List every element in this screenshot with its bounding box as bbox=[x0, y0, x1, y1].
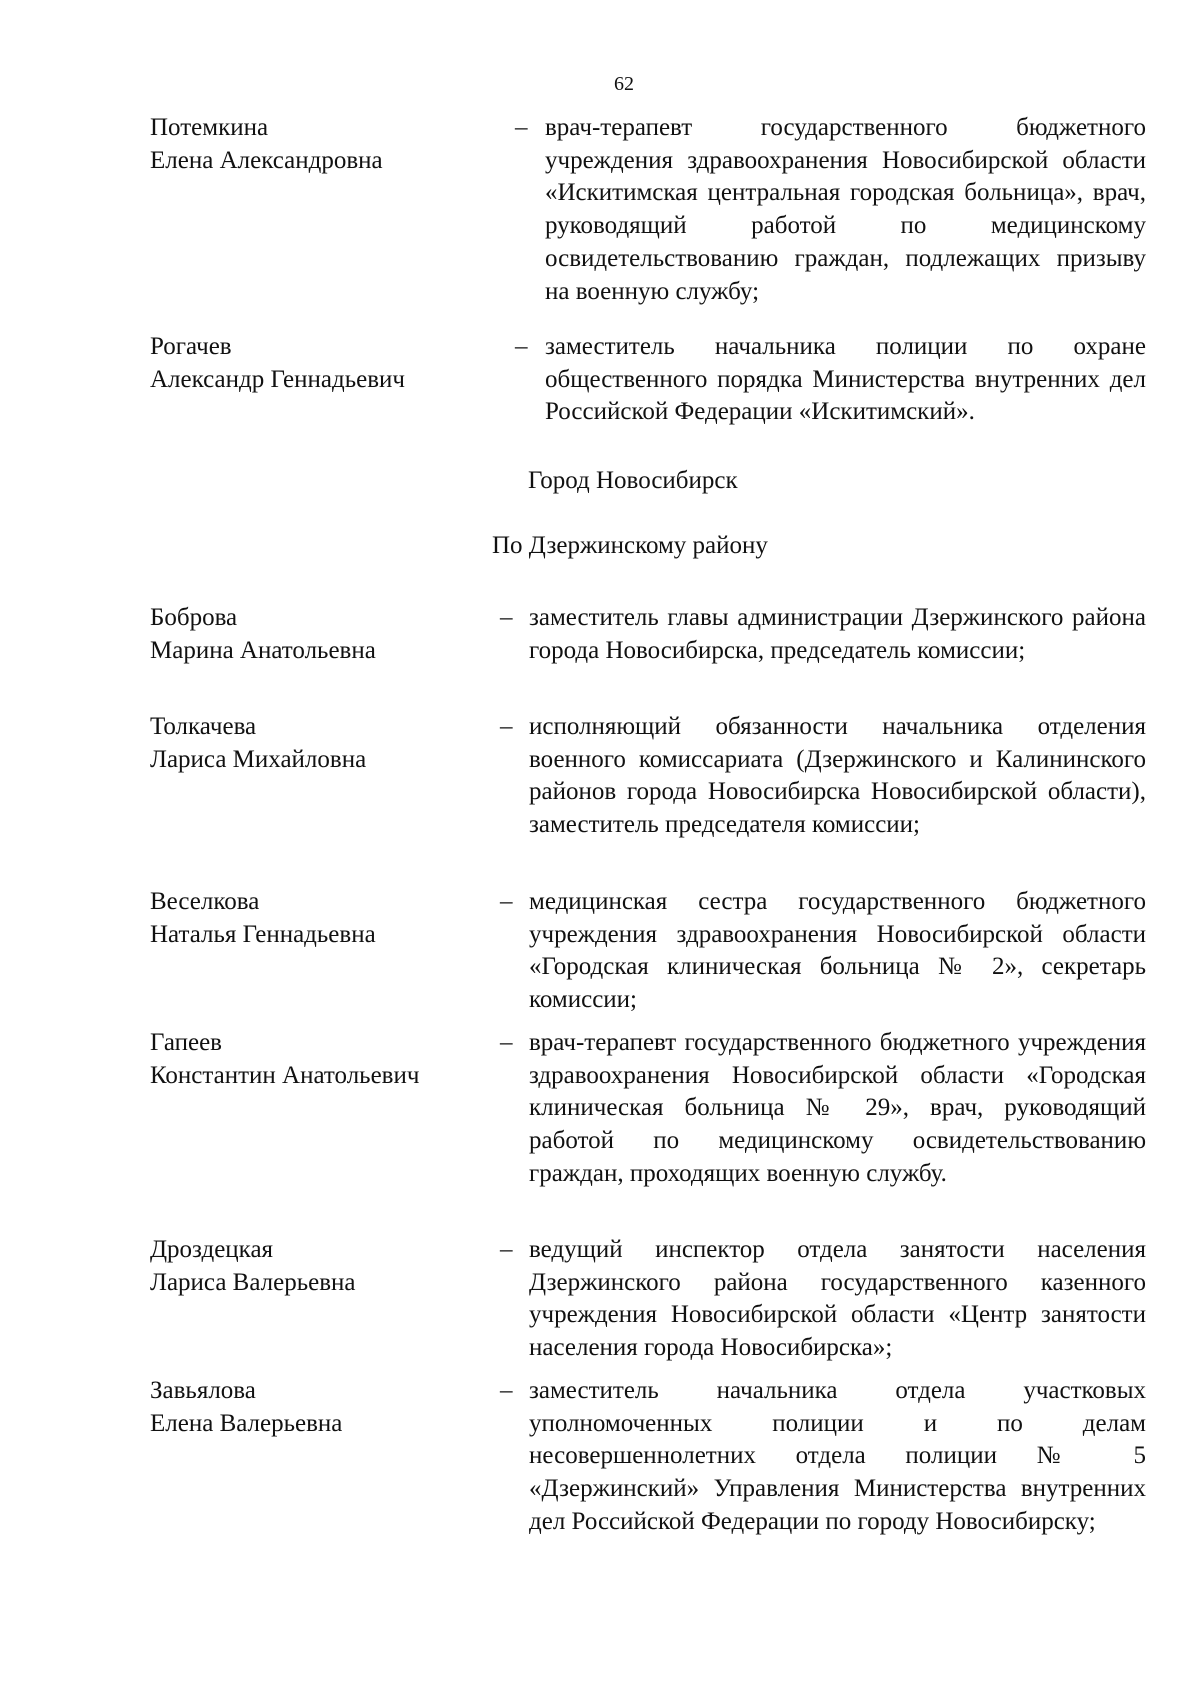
member-position: заместитель начальника полиции по охране общественного порядка Министерства внутренних дел Российской Федерации «Искитимский». bbox=[545, 333, 1146, 426]
member-surname: Рогачев bbox=[150, 333, 232, 360]
member-position: врач-терапевт государственного бюджетного учреждения здравоохранения Новосибирской области «Городская клиническая больница № 29», врач, руководящий работой по медицинскому освидетельствованию граждан, проходящих военную службу. bbox=[529, 1029, 1146, 1187]
member-position: медицинская сестра государственного бюджетного учреждения здравоохранения Новосибирской области «Городская клиническая больница № 2», секретарь комиссии; bbox=[529, 888, 1146, 1014]
entry-dash: – bbox=[500, 1029, 513, 1056]
member-surname: Толкачева bbox=[150, 713, 257, 740]
member-name bbox=[150, 112, 480, 177]
member-name bbox=[150, 1027, 480, 1092]
member-surname: Боброва bbox=[150, 604, 238, 631]
member-position: врач-терапевт государственного бюджетного учреждения здравоохранения Новосибирской области «Искитимская центральная городская больница», врач, руководящий работой по медицинскому освидетельствованию граждан, подлежащих призыву на военную службу; bbox=[545, 114, 1146, 305]
member-given-names: Елена Валерьевна bbox=[150, 1409, 343, 1437]
member-surname: Потемкина bbox=[150, 114, 269, 141]
member-given-names: Елена Александровна bbox=[150, 146, 383, 174]
page-number: 62 bbox=[614, 73, 634, 95]
member-position: исполняющий обязанности начальника отделения военного комиссариата (Дзержинского и Калининского районов города Новосибирска Новосибирской области), заместитель председателя комиссии; bbox=[529, 713, 1146, 839]
member-surname: Веселкова bbox=[150, 888, 260, 915]
member-given-names: Александр Геннадьевич bbox=[150, 365, 405, 393]
entry-dash: – bbox=[500, 1236, 513, 1263]
member-position: заместитель главы администрации Дзержинского района города Новосибирска, председатель комиссии; bbox=[529, 604, 1146, 664]
city-heading: Город Новосибирск bbox=[528, 467, 738, 494]
entry-dash: – bbox=[515, 333, 528, 360]
entry-dash: – bbox=[500, 713, 513, 740]
member-position: ведущий инспектор отдела занятости населения Дзержинского района государственного казенного учреждения Новосибирской области «Центр занятости населения города Новосибирска»; bbox=[529, 1236, 1146, 1362]
member-name bbox=[150, 1375, 480, 1440]
member-name bbox=[150, 886, 480, 951]
member-name bbox=[150, 602, 480, 667]
member-position: заместитель начальника отдела участковых уполномоченных полиции и по делам несовершеннолетних отдела полиции № 5 «Дзержинский» Управления Министерства внутренних дел Российской Федерации по городу Новосибирску; bbox=[529, 1377, 1146, 1535]
entry-dash: – bbox=[500, 1377, 513, 1404]
entry-dash: – bbox=[515, 114, 528, 141]
member-name bbox=[150, 1234, 480, 1299]
district-heading: По Дзержинскому району bbox=[492, 532, 768, 559]
member-given-names: Наталья Геннадьевна bbox=[150, 920, 376, 948]
member-name bbox=[150, 331, 480, 396]
entry-dash: – bbox=[500, 604, 513, 631]
member-surname: Гапеев bbox=[150, 1029, 222, 1056]
member-given-names: Лариса Валерьевна bbox=[150, 1268, 356, 1296]
member-given-names: Марина Анатольевна bbox=[150, 636, 376, 664]
entry-dash: – bbox=[500, 888, 513, 915]
member-given-names: Константин Анатольевич bbox=[150, 1061, 420, 1089]
member-surname: Дроздецкая bbox=[150, 1236, 274, 1263]
member-name bbox=[150, 711, 480, 776]
member-given-names: Лариса Михайловна bbox=[150, 745, 367, 773]
member-surname: Завьялова bbox=[150, 1377, 256, 1404]
